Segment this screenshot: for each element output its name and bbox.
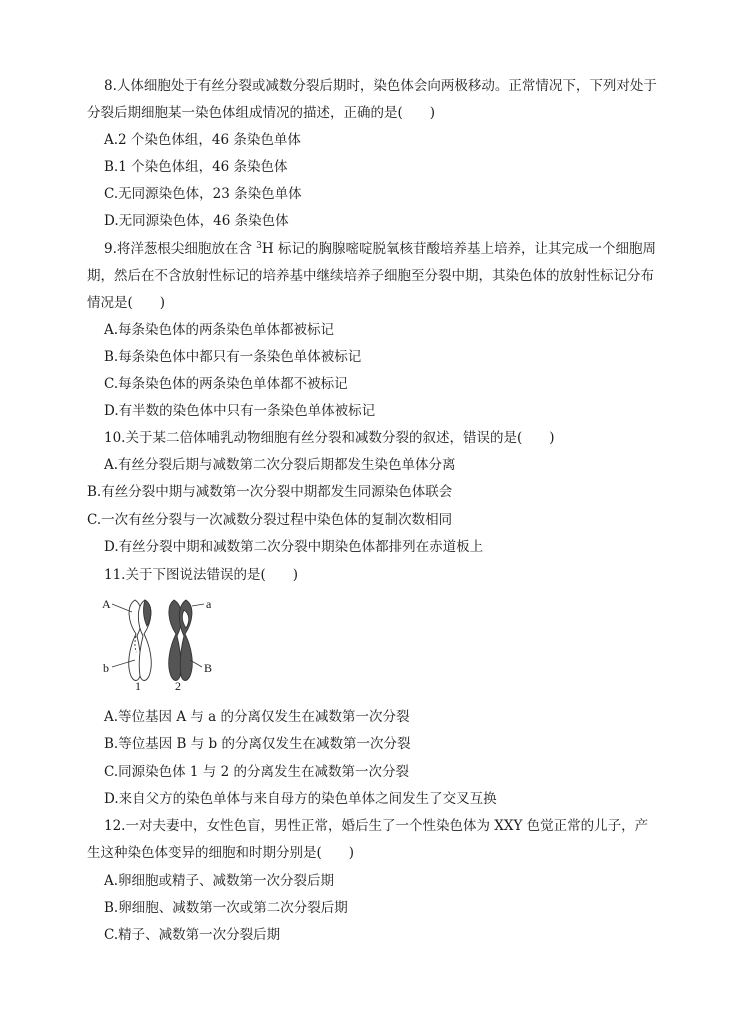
q8-option-b: B.1 个染色体组，46 条染色体 xyxy=(104,159,288,175)
q11-option-a: A.等位基因 A 与 a 的分离仅发生在减数第一次分裂 xyxy=(104,709,410,725)
q8-option-d: D.无同源染色体，46 条染色体 xyxy=(104,213,289,229)
q9-option-b: B.每条染色体中都只有一条染色单体被标记 xyxy=(104,349,362,365)
q12-option-a: A.卵细胞或精子、减数第一次分裂后期 xyxy=(104,873,335,889)
q9-option-c: C.每条染色体的两条染色单体都不被标记 xyxy=(104,376,348,392)
q11-option-c: C.同源染色体 1 与 2 的分离发生在减数第一次分裂 xyxy=(104,764,409,780)
q10-option-d: D.有丝分裂中期和减数第二次分裂中期染色体都排列在赤道板上 xyxy=(104,539,484,555)
chromosome-1 xyxy=(129,600,152,681)
label-1: 1 xyxy=(135,679,141,692)
label-b: b xyxy=(103,661,109,675)
chromosome-2 xyxy=(169,600,193,681)
q10-option-c: C.一次有丝分裂与一次减数分裂过程中染色体的复制次数相同 xyxy=(87,512,453,528)
q11-option-d: D.来自父方的染色单体与来自母方的染色单体之间发生了交叉互换 xyxy=(104,791,497,807)
q9-option-d: D.有半数的染色体中只有一条染色单体被标记 xyxy=(104,403,376,419)
q10-stem: 10.关于某二倍体哺乳动物细胞有丝分裂和减数分裂的叙述，错误的是( ) xyxy=(104,430,555,446)
q12-option-b: B.卵细胞、减数第一次或第二次分裂后期 xyxy=(104,900,348,916)
q8-option-a: A.2 个染色体组，46 条染色单体 xyxy=(104,132,301,148)
q9-stem-line2: 期，然后在不含放射性标记的培养基中继续培养子细胞至分裂中期，其染色体的放射性标记分布 xyxy=(87,268,654,284)
chromosome-figure xyxy=(98,592,228,692)
q10-option-b: B.有丝分裂中期与减数第一次分裂中期都发生同源染色体联会 xyxy=(87,484,453,500)
q12-stem-line2: 生这种染色体变异的细胞和时期分别是( ) xyxy=(87,845,355,861)
q8-option-c: C.无同源染色体，23 条染色单体 xyxy=(104,186,302,202)
label-a: a xyxy=(206,597,212,611)
q10-option-a: A.有丝分裂后期与减数第二次分裂后期都发生染色单体分离 xyxy=(104,457,456,473)
q9-stem-line3: 情况是( ) xyxy=(87,295,166,311)
q9-stem-line1 xyxy=(104,240,656,258)
label-2: 2 xyxy=(175,679,181,692)
q11-stem: 11.关于下图说法错误的是( ) xyxy=(104,567,299,583)
q8-stem-line2: 分裂后期细胞某一染色体组成情况的描述，正确的是( ) xyxy=(87,105,436,121)
q9-option-a: A.每条染色体的两条染色单体都被标记 xyxy=(104,322,335,338)
label-A: A xyxy=(102,597,111,611)
q9-stem-post: H 标记的胸腺嘧啶脱氧核苷酸培养基上培养，让其完成一个细胞周 xyxy=(261,241,656,257)
q9-stem-pre: 9.将洋葱根尖细胞放在含 xyxy=(104,241,257,257)
label-B: B xyxy=(204,661,213,675)
q8-stem-line1: 8.人体细胞处于有丝分裂或减数分裂后期时，染色体会向两极移动。正常情况下，下列对处于 xyxy=(104,78,657,94)
q11-option-b: B.等位基因 B 与 b 的分离仅发生在减数第一次分裂 xyxy=(104,736,411,752)
q12-stem-line1: 12.一对夫妻中，女性色盲，男性正常，婚后生了一个性染色体为 XXY 色觉正常的儿子，产 xyxy=(104,818,649,834)
q12-option-c: C.精子、减数第一次分裂后期 xyxy=(104,927,281,943)
q9-superscript: 3 xyxy=(256,241,262,251)
